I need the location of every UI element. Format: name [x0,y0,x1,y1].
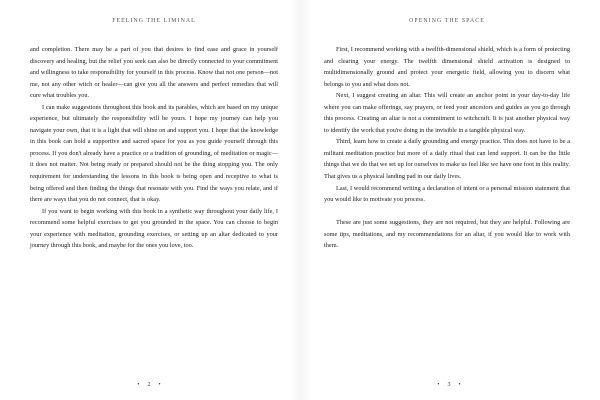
right-paragraph-4: Last, I would recommend writing a declaration of intent or a personal mission statement that you would like to motivate you process. [324,184,570,204]
right-page-number: 3 [447,382,453,388]
gutter-shadow [290,0,300,400]
right-paragraph-3: Third, learn how to create a daily grounding and energy practice. This does not have to be a militant meditation practice but more of a daily ritual that can lend support. It can be the little things that we do that we set up for ourselves to make us feel like we have one foot in this reality. That gives us a physical landing pad in our daily lives. [324,138,570,181]
left-page-number: 2 [147,382,153,388]
gutter-shadow [300,0,310,400]
left-paragraph-1: and completion. There may be a part of you that desires to find ease and grace in yourself discovery and healing, but the relief you seek can also be directly connected to your commitment and willingness to take responsibility for yourself in this process. Know that not one person—not me, not any other witch or healer—can give you all the answers and perfect remedies that will cure what troubles you. [30,46,278,100]
right-running-head: OPENING THE SPACE [409,18,485,24]
left-running-head: FEELING THE LIMINAL [112,18,196,24]
left-paragraph-3: If you want to begin working with this book in a synthetic way throughout your daily life, I recommend some helpful exercises to get you grounded in the space. You can choose to begin your experience with meditation, grounding exercises, or setting up an altar dedicated to your journey through this book, and maybe for the ones you love, too. [30,207,278,250]
left-folio: • 2 • [137,382,163,388]
right-paragraph-1: First, I recommend working with a twelfth-dimensional shield, which is a form of protecting and clearing your energy. The twelfth dimensional shield activation is designed to multidimensionally ground and protect your energetic field, allowing you to discern what belongs to you and what does not. [324,46,570,88]
right-paragraph-2: Next, I suggest creating an altar. This will create an anchor point in your day-to-day life where you can make offerings, say prayers, or feed your ancestors and guides as you go through this process. Creating an altar is not a commitment to witchcraft. It is just another physical way to identify the work that you're doing in the invisible in a tangible physical way. [324,92,570,134]
left-paragraph-2: I can make suggestions throughout this book and its parables, which are based on my unique experience, but ultimately the responsibility will be yours. I hope my journey can help you navigate your own, that it is a light that will shine on and support you. I hope that the knowledge in this book can hold a supportive and sacred space for you as you guide yourself through this process. If you don't already have a practice or a tradition of grounding, of meditation or magic—it does not matter. Not being ready or prepared should not be the thing stopping you. The only requirement for understanding the lessons in this book is being open and receptive to what is being offered and then finding the things that resonate with you. Find the ways you relate, and if there are ways that you do not connect, that is okay. [30,103,278,204]
right-paragraph-5: These are just some suggestions, they are not required, but they are helpful. Following are some tips, meditations, and my recommendations for an altar, if you would like to work with them. [324,219,570,250]
right-folio: • 3 • [437,382,463,388]
right-page [300,0,600,400]
